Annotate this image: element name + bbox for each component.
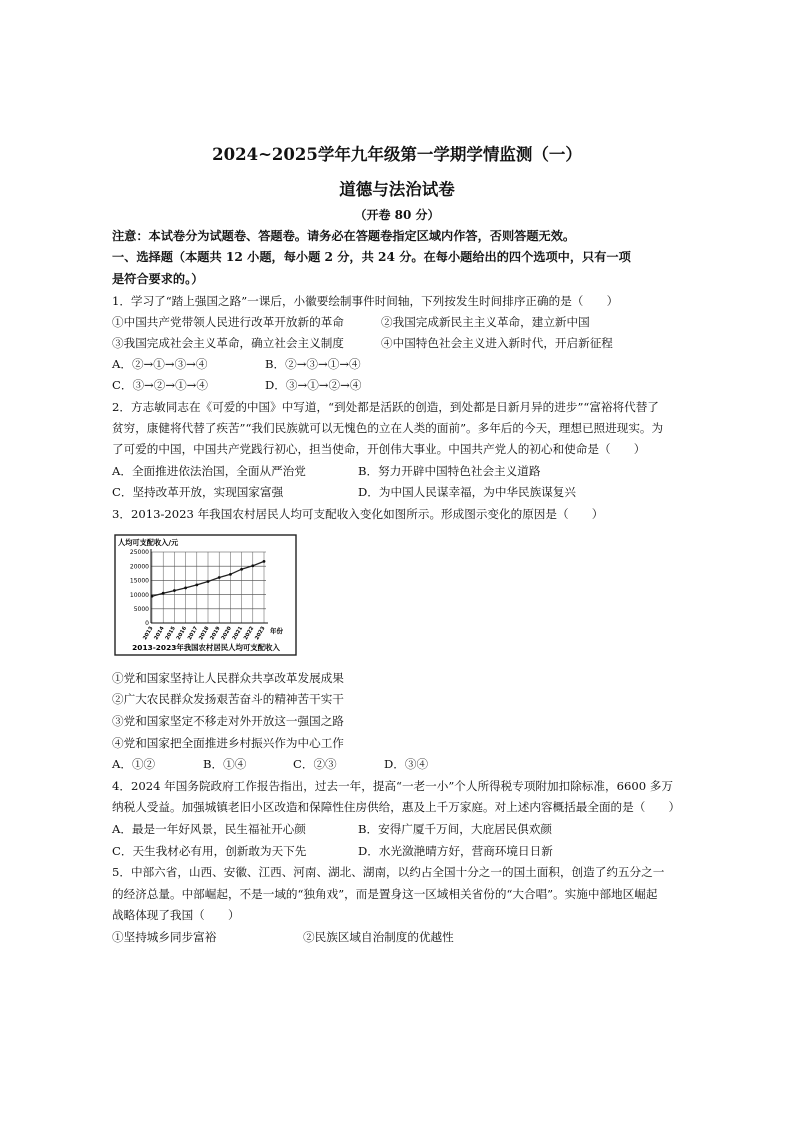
- q3-item-3: ③党和国家坚定不移走对外开放这一强国之路: [112, 714, 344, 728]
- q2-line-3: 了可爱的中国，中国共产党践行初心，担当使命，开创伟大事业。中国共产党人的初心和使命是（ ）: [112, 442, 646, 456]
- exam-title: 2024~2025学年九年级第一学期学情监测（一）: [212, 145, 582, 164]
- x-tick-label: 2017: [186, 625, 200, 642]
- q3-stem: 3．2013-2023 年我国农村居民人均可支配收入变化如图所示。形成图示变化的原因是（ ）: [112, 507, 604, 521]
- q4-option-c: C．天生我材必有用，创新敢为天下先: [112, 844, 307, 858]
- q1-item-2: ②我国完成新民主主义革命，建立新中国: [381, 315, 590, 329]
- q5-item-2: ②民族区域自治制度的优越性: [303, 930, 454, 944]
- income-line-chart: [112, 534, 300, 658]
- data-point: [251, 564, 254, 567]
- q3-option-d: D．③④: [384, 757, 429, 771]
- x-tick-label: 2022: [242, 625, 256, 642]
- q3-option-b: B．①④: [203, 757, 247, 771]
- data-point: [184, 586, 187, 589]
- x-tick-label: 2014: [153, 625, 166, 642]
- x-tick-label: 2021: [231, 625, 245, 642]
- q3-option-a: A．①②: [112, 757, 156, 771]
- q3-option-c: C．②③: [293, 757, 337, 771]
- y-tick-label: 15000: [129, 577, 149, 585]
- q2-line-1: 2．方志敏同志在《可爱的中国》中写道，“到处都是活跃的创造，到处都是日新月异的进步”“富裕将代替了: [112, 400, 659, 414]
- data-point: [151, 595, 154, 598]
- x-tick-label: 2023: [254, 625, 267, 642]
- chart-ylabel: 人均可支配收入/元: [118, 538, 179, 547]
- q5-item-1: ①坚持城乡同步富裕: [112, 930, 217, 944]
- x-tick-label: 2019: [209, 625, 222, 642]
- q4-option-b: B．安得广厦千万间，大庇居民俱欢颜: [358, 822, 553, 836]
- data-point: [173, 589, 176, 592]
- q1-item-1: ①中国共产党带领人民进行改革开放新的革命: [112, 315, 344, 329]
- data-point: [263, 560, 266, 563]
- q2-option-c: C．坚持改革开放，实现国家富强: [112, 485, 284, 499]
- data-point: [240, 568, 243, 571]
- q3-item-4: ④党和国家把全面推进乡村振兴作为中心工作: [112, 736, 344, 750]
- x-tick-label: 2013: [142, 625, 155, 642]
- data-point: [207, 580, 210, 583]
- x-tick-label: 2016: [175, 625, 189, 642]
- q4-line-1: 4．2024 年国务院政府工作报告指出，过去一年，提高“一老一小”个人所得税专项附加扣除标准，6600 多万: [112, 779, 673, 793]
- chart-xlabel: 年份: [270, 627, 283, 635]
- subject-title: 道德与法治试卷: [339, 180, 455, 199]
- q4-option-a: A．最是一年好风景，民生福祉开心颜: [112, 822, 306, 836]
- y-tick-label: 25000: [129, 549, 149, 557]
- x-tick-label: 2018: [198, 625, 211, 642]
- chart-title: 2013-2023年我国农村居民人均可支配收入: [132, 643, 280, 652]
- data-point: [195, 583, 198, 586]
- q4-line-2: 纳税人受益。加强城镇老旧小区改造和保障性住房供给，惠及上千万家庭。对上述内容概括最全面的是（ ）: [112, 800, 681, 814]
- q2-option-b: B．努力开辟中国特色社会主义道路: [358, 464, 541, 478]
- q1-item-4: ④中国特色社会主义进入新时代，开启新征程: [381, 336, 613, 350]
- x-tick-label: 2015: [164, 625, 177, 642]
- q5-line-3: 战略体现了我国（ ）: [112, 908, 240, 922]
- q3-item-2: ②广大农民群众发扬艰苦奋斗的精神苦干实干: [112, 692, 344, 706]
- score-note: （开卷 80 分）: [354, 208, 440, 222]
- q1-item-3: ③我国完成社会主义革命，确立社会主义制度: [112, 336, 344, 350]
- q5-line-1: 5．中部六省，山西、安徽、江西、河南、湖北、湖南，以约占全国十分之一的国土面积，创造了约五分之一: [112, 865, 665, 879]
- q1-option-d: D．③→①→②→④: [265, 378, 362, 392]
- data-point: [162, 592, 165, 595]
- data-point: [229, 573, 232, 576]
- q2-line-2: 贫穷，康健将代替了疾苦”“我们民族就可以无愧色的立在人类的面前”。多年后的今天，理想已照进现实。为: [112, 421, 664, 435]
- notice: 注意：本试卷分为试题卷、答题卷。请务必在答题卷指定区域内作答，否则答题无效。: [112, 229, 576, 243]
- q2-option-d: D．为中国人民谋幸福，为中华民族谋复兴: [358, 485, 576, 499]
- q2-option-a: A．全面推进依法治国，全面从严治党: [112, 464, 306, 478]
- q1-stem: 1．学习了“踏上强国之路”一课后，小徽要绘制事件时间轴，下列按发生时间排序正确的是（ ）: [112, 294, 619, 308]
- q3-item-1: ①党和国家坚持让人民群众共享改革发展成果: [112, 671, 344, 685]
- q4-option-d: D．水光潋滟晴方好，营商环境日日新: [358, 844, 553, 858]
- q1-option-b: B．②→③→①→④: [265, 357, 361, 371]
- data-point: [218, 576, 221, 579]
- y-tick-label: 20000: [129, 563, 149, 571]
- y-tick-label: 10000: [129, 591, 149, 599]
- q5-line-2: 的经济总量。中部崛起，不是一域的“独角戏”，而是置身这一区域相关省份的“大合唱”。实施中部地区崛起: [112, 887, 658, 901]
- q1-option-a: A．②→①→③→④: [112, 357, 208, 371]
- x-tick-label: 2020: [220, 625, 233, 642]
- section1-heading-line1: 一、选择题（本题共 12 小题，每小题 2 分，共 24 分。在每小题给出的四个选项中，只有一项: [112, 250, 631, 264]
- section1-heading-line2: 是符合要求的。）: [112, 272, 204, 286]
- y-tick-label: 5000: [133, 606, 149, 613]
- y-tick-label: 0: [145, 620, 149, 628]
- q1-option-c: C．③→②→①→④: [112, 378, 208, 392]
